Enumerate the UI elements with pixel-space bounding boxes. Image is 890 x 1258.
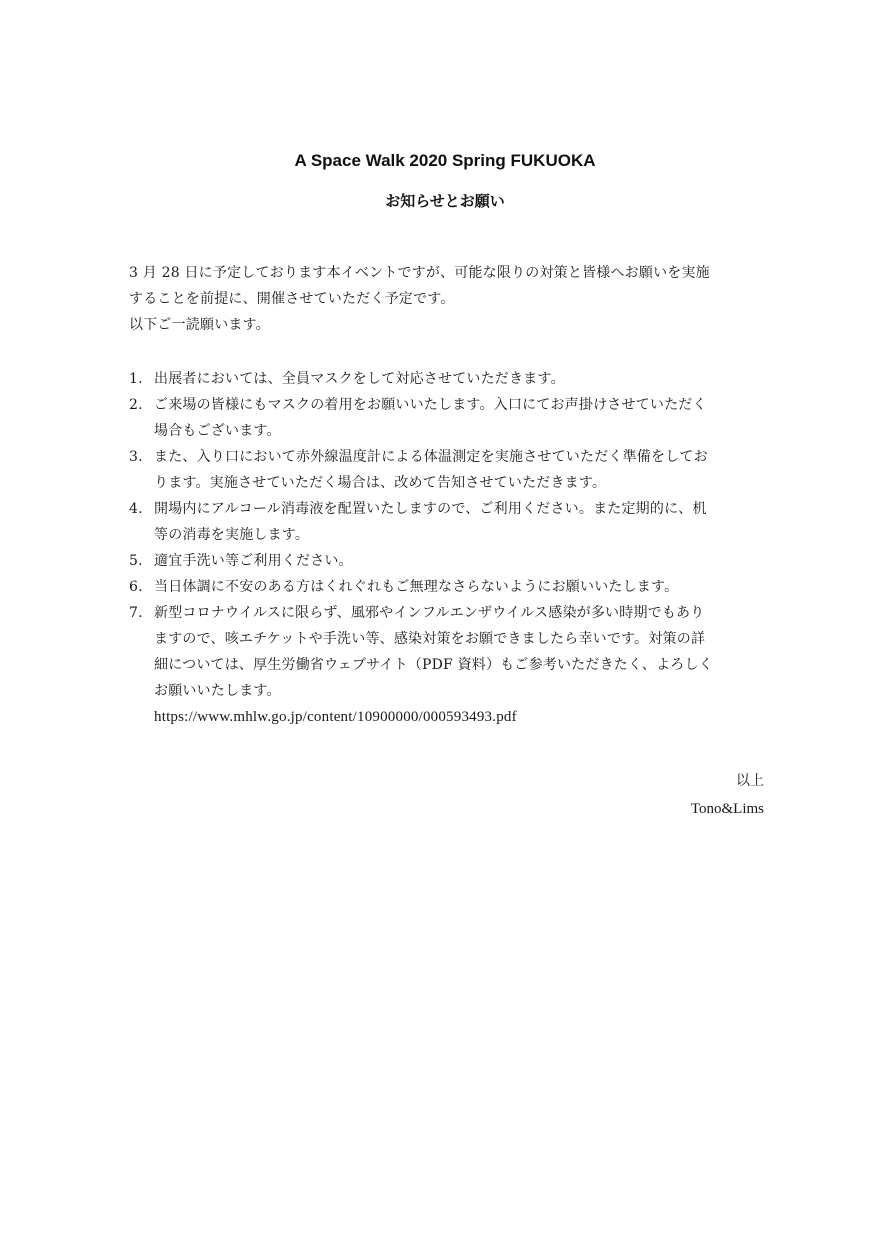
intro-line: 3 月 28 日に予定しております本イベントですが、可能な限りの対策と皆様へお願いを実施 [129, 265, 710, 281]
list-item-number: 3. [129, 449, 143, 465]
list-item-line: 適宜手洗い等ご利用ください。 [154, 553, 353, 569]
end-mark: 以上 [736, 773, 764, 789]
document-title: A Space Walk 2020 Spring FUKUOKA [294, 151, 596, 170]
signature: Tono&Lims [690, 801, 764, 817]
list-item-number: 6. [129, 579, 143, 595]
list-item [129, 600, 769, 704]
intro-line: 以下ご一読願います。 [129, 317, 270, 333]
list-item-number: 1. [129, 371, 143, 387]
list-item-number: 4. [129, 501, 143, 517]
list-item [129, 496, 769, 548]
list-item-line: 等の消毒を実施します。 [154, 527, 310, 543]
reference-url: https://www.mhlw.go.jp/content/10900000/000593493.pdf [154, 709, 517, 725]
list-item-line: ますので、咳エチケットや手洗い等、感染対策をお願できましたら幸いです。対策の詳 [154, 631, 706, 647]
list-item [129, 548, 769, 574]
notice-list [129, 366, 769, 730]
list-item-line: 当日体調に不安のある方はくれぐれもご無理なさらないようにお願いいたします。 [154, 579, 679, 595]
list-item [129, 444, 769, 496]
intro-paragraph [129, 260, 769, 338]
list-item-line: 新型コロナウイルスに限らず、風邪やインフルエンザウイルス感染が多い時期でもあり [154, 605, 705, 621]
list-item-line: また、入り口において赤外線温度計による体温測定を実施させていただく準備をしてお [154, 449, 708, 465]
list-item-line: ります。実施させていただく場合は、改めて告知させていただきます。 [154, 475, 607, 491]
list-item-number: 7. [129, 605, 143, 621]
list-item-number: 2. [129, 397, 143, 413]
intro-line: することを前提に、開催させていただく予定です。 [129, 291, 455, 307]
list-item [129, 392, 769, 444]
list-item-line: 細については、厚生労働省ウェブサイト（PDF 資料）もご参考いただきたく、よろしく [154, 657, 713, 673]
list-item-line: 出展者においては、全員マスクをして対応させていただきます。 [154, 371, 565, 387]
list-item [129, 366, 769, 392]
list-item-line: 場合もございます。 [154, 423, 281, 439]
list-item [129, 574, 769, 600]
list-item-number: 5. [129, 553, 143, 569]
list-item-line: ご来場の皆様にもマスクの着用をお願いいたします。入口にてお声掛けさせていただく [154, 397, 707, 413]
list-item-line: 開場内にアルコール消毒液を配置いたしますので、ご利用ください。また定期的に、机 [154, 501, 707, 517]
list-item-line: お願いいたします。 [154, 683, 281, 699]
document-subtitle: お知らせとお願い [385, 192, 505, 210]
closing-block [691, 767, 764, 823]
